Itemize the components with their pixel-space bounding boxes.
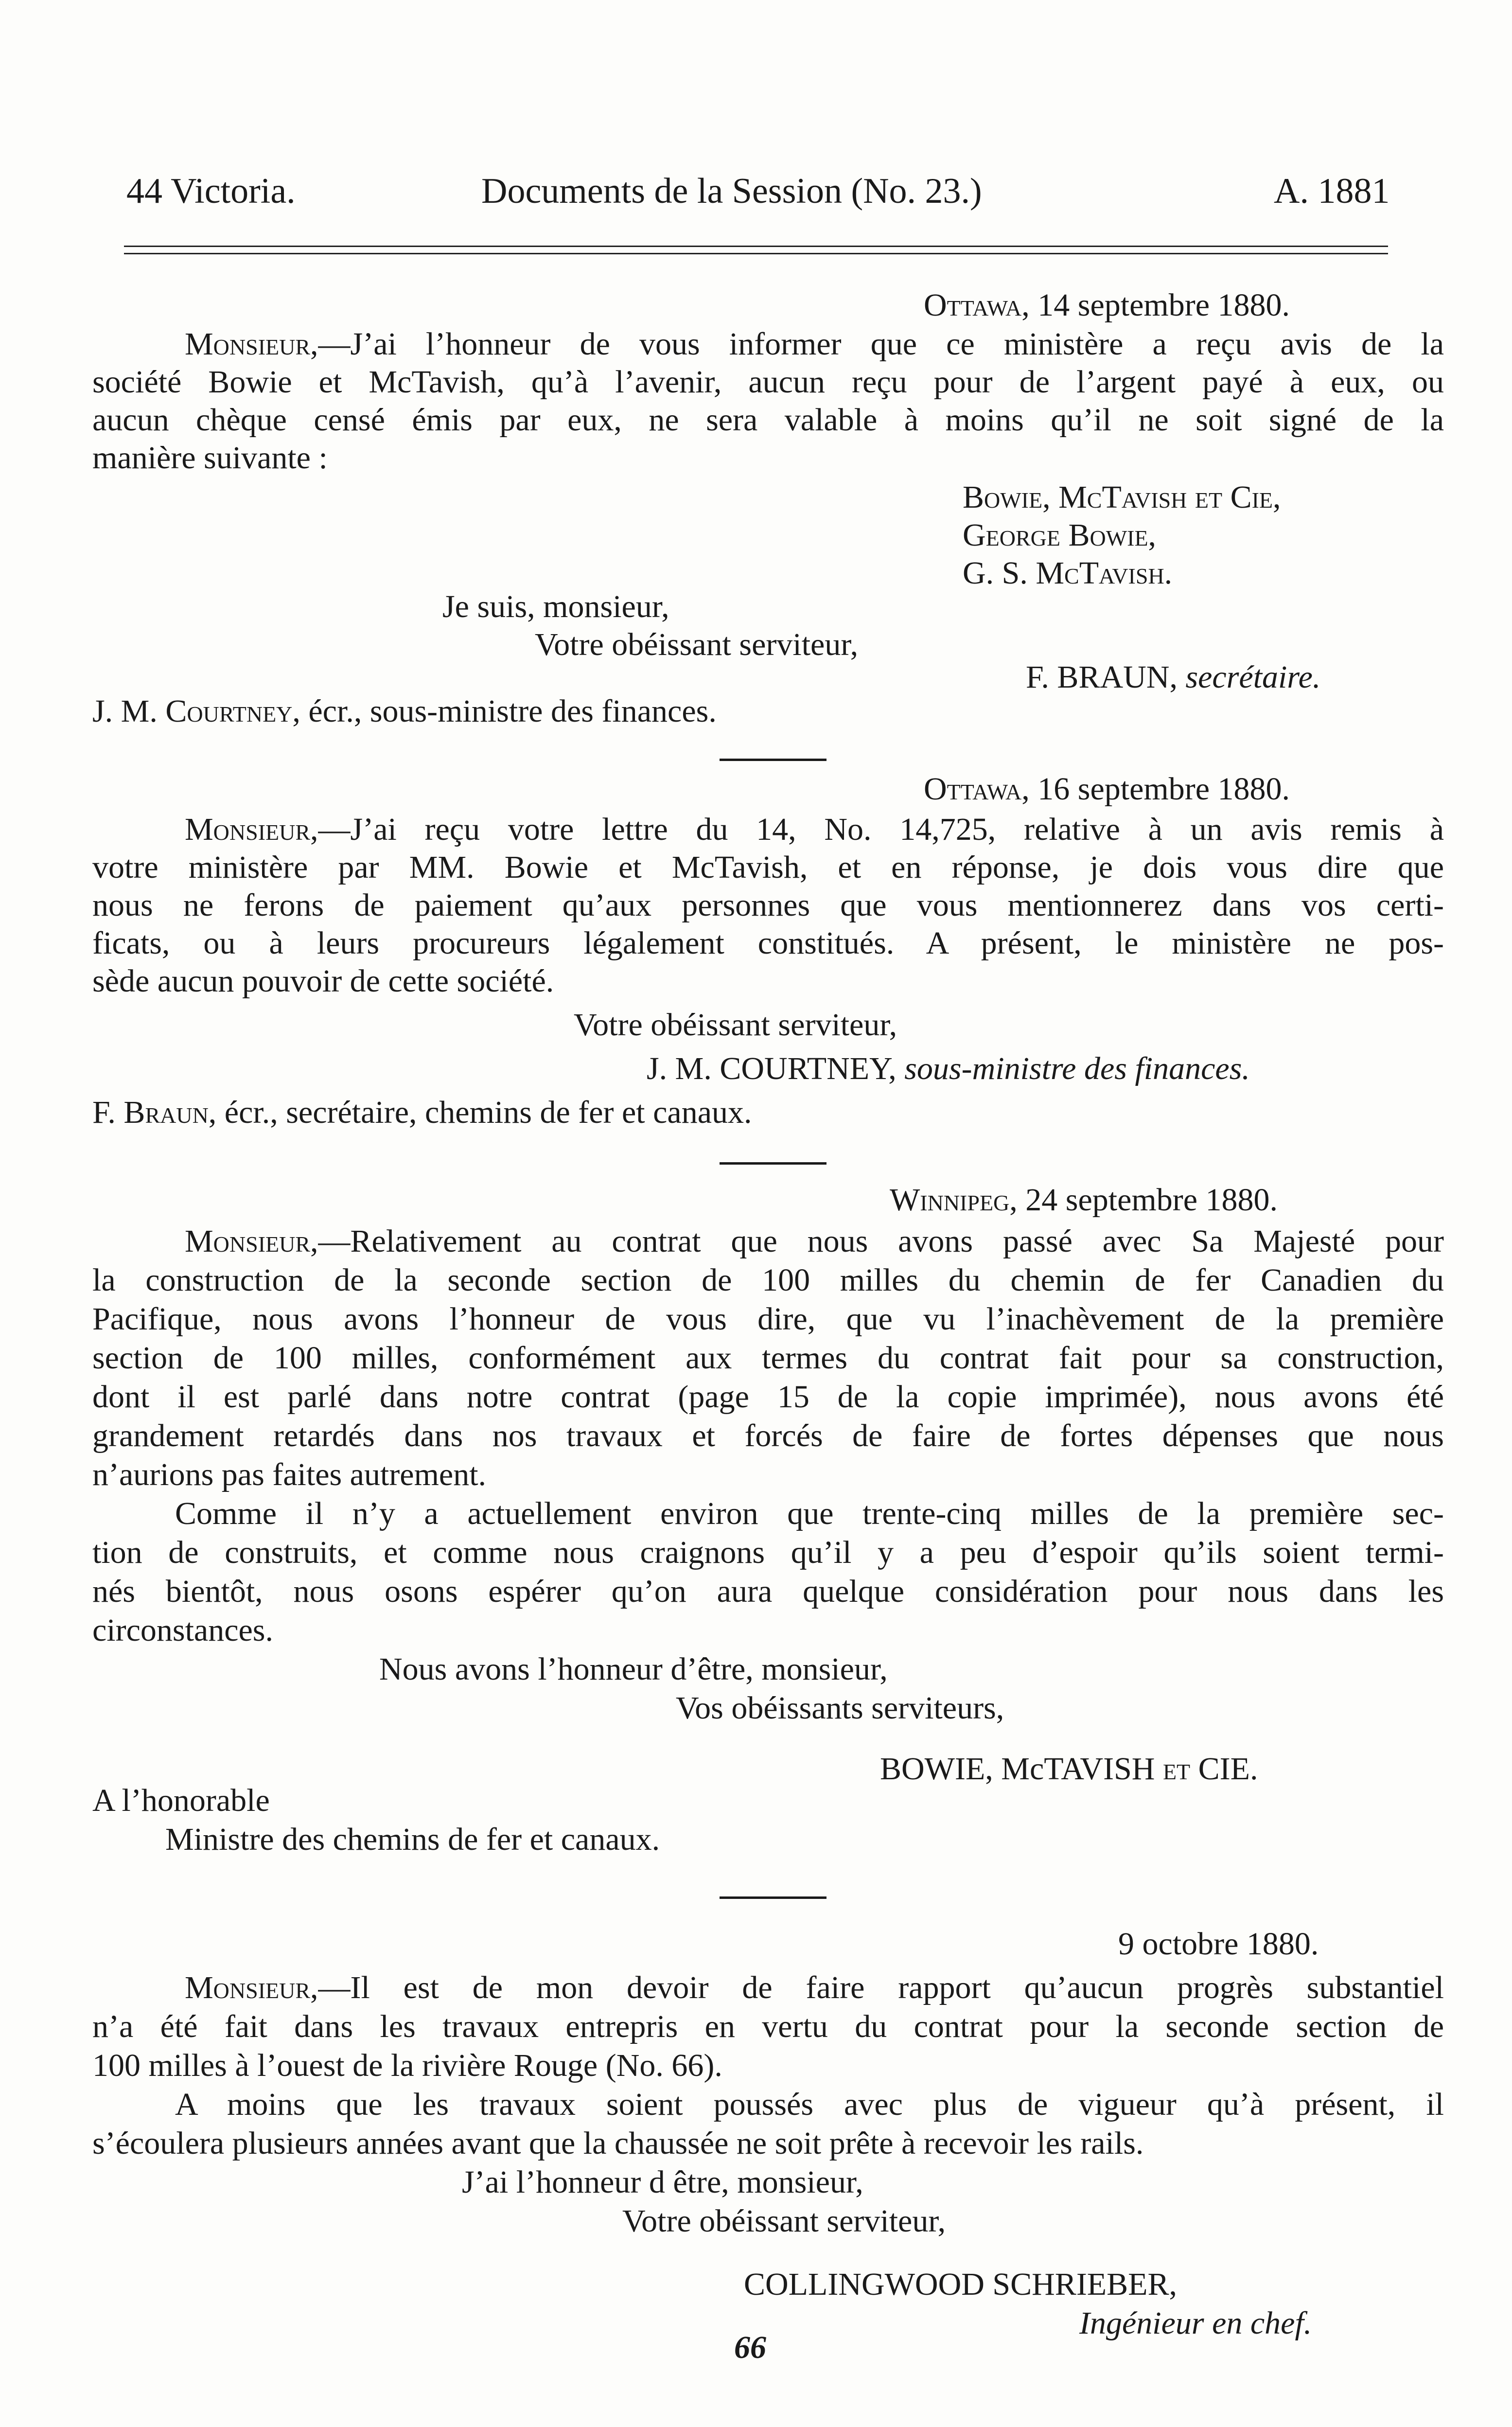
separator-2 <box>720 1162 826 1165</box>
letter4-line-3: 100 milles à l’ouest de la rivière Rouge (No. 66). <box>92 2048 722 2083</box>
header-center: Documents de la Session (No. 23.) <box>481 171 982 211</box>
letter2-signer-title: sous-ministre des finances. <box>904 1051 1250 1086</box>
letter1-line-1 <box>185 326 1444 363</box>
letter1-place: Ottawa <box>924 287 1022 323</box>
letter4-closing-1: J’ai l’honneur d être, monsieur, <box>462 2164 863 2200</box>
letter3-closing-1: Nous avons l’honneur d’être, monsieur, <box>379 1651 888 1687</box>
letter2-place: Ottawa <box>924 771 1022 807</box>
signatory-2: George Bowie, <box>963 517 1157 553</box>
letter2-addressee-rest: , écr., secrétaire, chemins de fer et canaux. <box>208 1095 752 1130</box>
letter4-para2-line-1: A moins que les travaux soient poussés avec plus de vigueur qu’à présent, il <box>175 2087 1444 2122</box>
letter1-line-2: société Bowie et McTavish, qu’à l’avenir, aucun reçu pour de l’argent payé à eux, ou <box>92 364 1444 400</box>
letter1-addressee-name: J. M. Courtney <box>92 693 293 729</box>
header-right: A. 1881 <box>1274 171 1390 211</box>
letter2-dateline <box>924 771 1290 808</box>
letter3-line-2: la construction de la seconde section de 100 milles du chemin de fer Canadien du <box>92 1262 1444 1298</box>
letter2-line-5: sède aucun pouvoir de cette société. <box>92 963 554 999</box>
letter3-text: ,—Relativement au contrat que nous avons passé avec Sa Majesté pour <box>310 1223 1444 1259</box>
letter4-line-2: n’a été fait dans les travaux entrepris en vertu du contrat pour la seconde section de <box>92 2009 1444 2044</box>
letter3-closing-2: Vos obéissants serviteurs, <box>676 1690 1004 1726</box>
letter3-para2-line-2: tion de construits, et comme nous craignons qu’il y a peu d’espoir qu’ils soient termi- <box>92 1535 1444 1570</box>
letter2-line-3: nous ne ferons de paiement qu’aux personnes que vous mentionnerez dans vos certi- <box>92 887 1444 923</box>
letter4-para2-line-2: s’écoulera plusieurs années avant que la chaussée ne soit prête à recevoir les rails. <box>92 2126 1144 2161</box>
letter3-line-3: Pacifique, nous avons l’honneur de vous dire, que vu l’inachèvement de la première <box>92 1301 1444 1337</box>
letter3-para2-line-1: Comme il n’y a actuellement environ que trente-cinq milles de la première sec- <box>175 1496 1444 1531</box>
separator-1 <box>720 759 826 761</box>
letter2-closing: Votre obéissant serviteur, <box>574 1007 897 1043</box>
letter1-signature <box>1026 659 1320 696</box>
letter4-signer-name: COLLINGWOOD SCHRIEBER, <box>744 2267 1177 2302</box>
header-left: 44 Victoria. <box>126 171 296 211</box>
letter2-line-1 <box>185 811 1444 848</box>
letter4-text: ,—Il est de mon devoir de faire rapport qu’aucun progrès substantiel <box>310 1970 1444 2005</box>
letter1-text: ,—J’ai l’honneur de vous informer que ce ministère a reçu avis de la <box>310 326 1444 362</box>
letter3-signer-b: et <box>1162 1751 1191 1787</box>
letter2-signer-name: J. M. COURTNEY, <box>647 1051 897 1086</box>
letter2-salutation: Monsieur <box>185 812 311 847</box>
letter1-date: , 14 septembre 1880. <box>1021 287 1290 323</box>
letter4-signer-title: Ingénieur en chef. <box>1079 2305 1312 2341</box>
letter3-para2-line-4: circonstances. <box>92 1612 273 1648</box>
letter3-addressee-1: A l’honorable <box>92 1783 270 1818</box>
letter1-signer-name: F. BRAUN, <box>1026 659 1178 695</box>
letter3-line-6: grandement retardés dans nos travaux et forcés de faire de fortes dépenses que nous <box>92 1418 1444 1453</box>
letter3-dateline <box>890 1182 1278 1219</box>
letter2-line-2: votre ministère par MM. Bowie et McTavish, et en réponse, je dois vous dire que <box>92 850 1444 885</box>
letter1-addressee <box>92 693 717 730</box>
letter1-closing-1: Je suis, monsieur, <box>442 589 669 624</box>
letter2-addressee <box>92 1094 752 1131</box>
letter3-salutation: Monsieur <box>185 1223 311 1259</box>
page-number: 66 <box>734 2330 766 2365</box>
letter3-signer-a: BOWIE, McTAVISH <box>880 1751 1155 1787</box>
letter4-date: 9 octobre 1880. <box>1118 1926 1319 1962</box>
letter1-closing-2: Votre obéissant serviteur, <box>535 627 859 662</box>
letter3-date: , 24 septembre 1880. <box>1009 1182 1278 1218</box>
letter1-line-3: aucun chèque censé émis par eux, ne sera valable à moins qu’il ne soit signé de la <box>92 402 1444 438</box>
separator-3 <box>720 1896 826 1899</box>
letter1-addressee-rest: , écr., sous-ministre des finances. <box>292 693 717 729</box>
header-rule-top <box>124 246 1388 247</box>
letter4-line-1 <box>185 1969 1444 2006</box>
letter3-line-7: n’aurions pas faites autrement. <box>92 1457 487 1492</box>
letter3-line-4: section de 100 milles, conformément aux termes du contrat fait pour sa construction, <box>92 1340 1444 1376</box>
signatory-1: Bowie, McTavish et Cie, <box>963 479 1281 515</box>
letter2-date: , 16 septembre 1880. <box>1021 771 1290 807</box>
letter3-signature <box>880 1751 1258 1788</box>
letter3-para2-line-3: nés bientôt, nous osons espérer qu’on aura quelque considération pour nous dans les <box>92 1574 1444 1609</box>
letter2-line-4: ficats, ou à leurs procureurs légalement constitués. A présent, le ministère ne pos- <box>92 925 1444 961</box>
letter3-line-5: dont il est parlé dans notre contrat (page 15 de la copie imprimée), nous avons été <box>92 1379 1444 1415</box>
letter3-place: Winnipeg <box>890 1182 1010 1218</box>
header-rule-bottom <box>124 253 1388 254</box>
signatory-3: G. S. McTavish. <box>963 555 1173 591</box>
letter3-signer-c: CIE. <box>1198 1751 1258 1787</box>
letter4-salutation: Monsieur <box>185 1970 311 2005</box>
letter1-salutation: Monsieur <box>185 326 311 362</box>
letter1-dateline <box>924 287 1290 324</box>
letter2-addressee-name: F. Braun <box>92 1095 209 1130</box>
letter3-addressee-2: Ministre des chemins de fer et canaux. <box>165 1822 660 1857</box>
letter4-closing-2: Votre obéissant serviteur, <box>622 2203 946 2239</box>
letter2-text: ,—J’ai reçu votre lettre du 14, No. 14,725, relative à un avis remis à <box>310 812 1444 847</box>
letter1-line-4: manière suivante : <box>92 440 328 476</box>
letter3-line-1 <box>185 1223 1444 1260</box>
letter1-signer-title: secrétaire. <box>1185 659 1321 695</box>
letter2-signature <box>647 1050 1250 1087</box>
